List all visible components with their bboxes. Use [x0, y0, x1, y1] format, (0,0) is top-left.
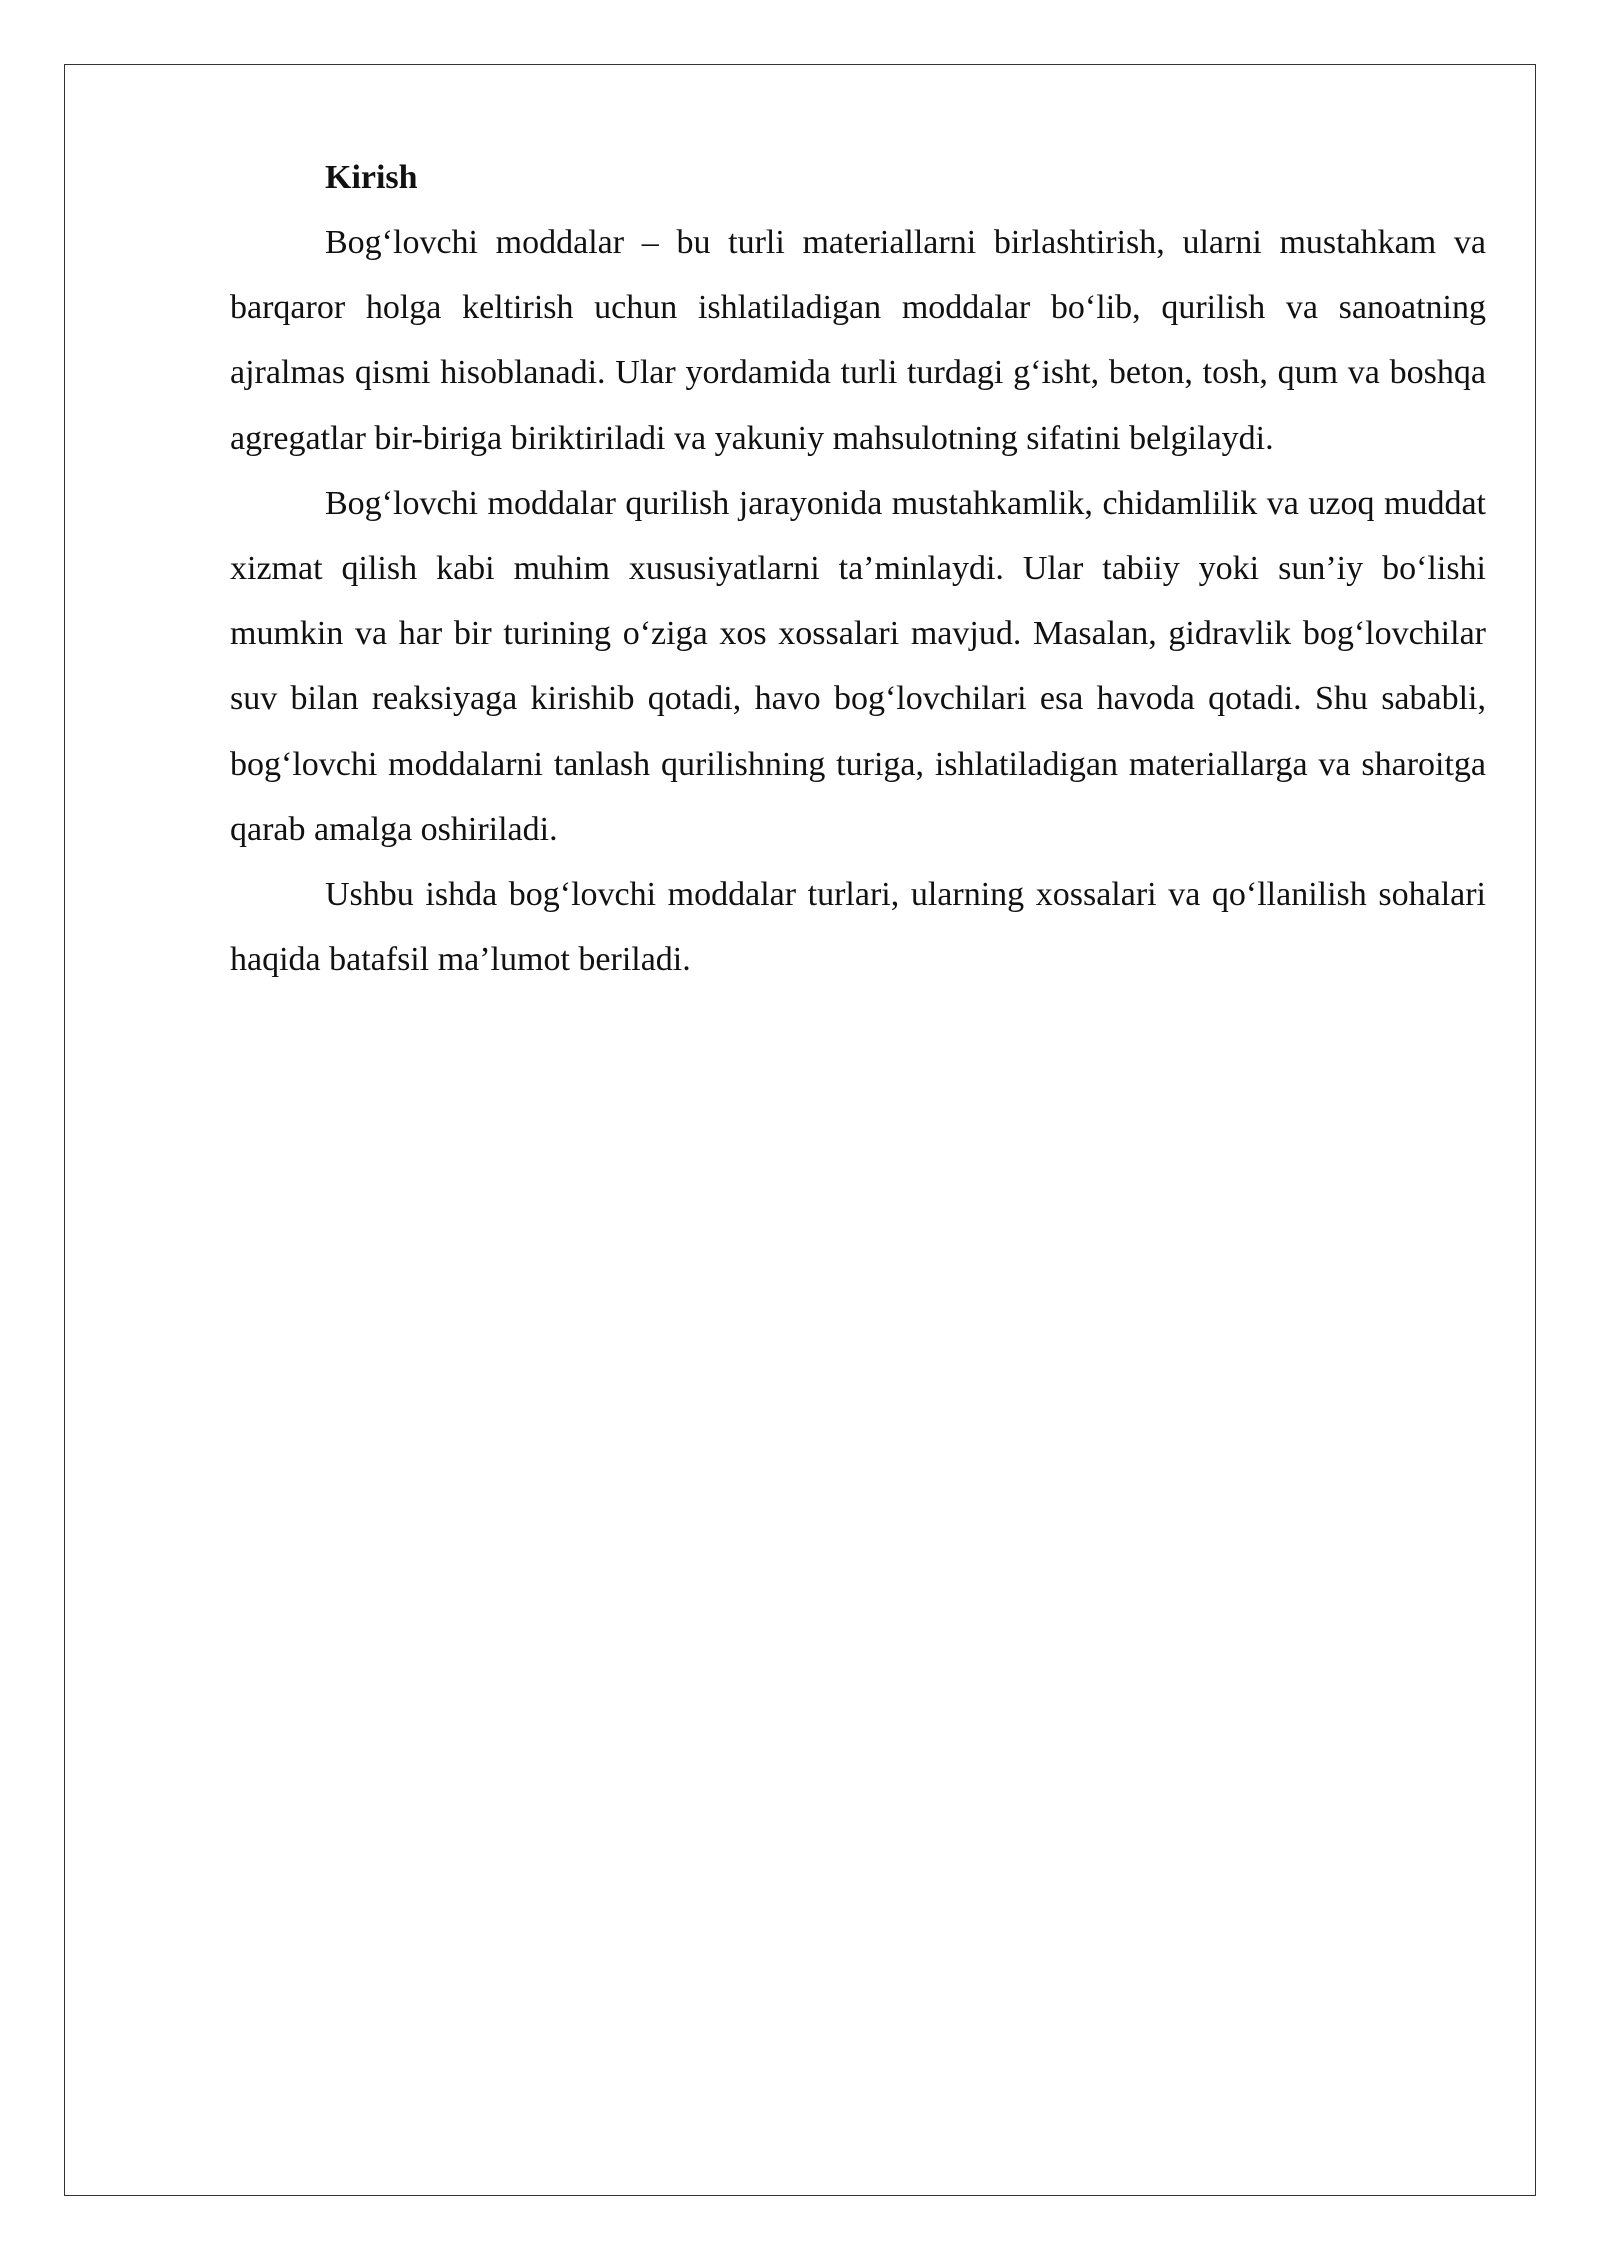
section-heading: Kirish	[325, 159, 418, 196]
paragraph-3: Ushbu ishda bog‘lovchi moddalar turlari, ularning xossalari va qo‘llanilish sohalari haqida batafsil ma’lumot beriladi.	[230, 876, 1486, 979]
paragraph-2: Bog‘lovchi moddalar qurilish jarayonida mustahkamlik, chidamlilik va uzoq muddat xizmat qilish kabi muhim xususiyatlarni ta’minlaydi. Ular tabiiy yoki sun’iy bo‘lishi mumkin va har bir turining o‘ziga xos xossalari mavjud. Masalan, gidravlik bog‘lovchilar suv bilan reaksiyaga kirishib qotadi, havo bog‘lovchilari esa havoda qotadi. Shu sababli, bog‘lovchi moddalarni tanlash qurilishning turiga, ishlatiladigan materiallarga va sharoitga qarab amalga oshiriladi.	[230, 484, 1486, 848]
document-body	[230, 145, 1486, 992]
paragraph-1: Bog‘lovchi moddalar – bu turli materiallarni birlashtirish, ularni mustahkam va barqaror holga keltirish uchun ishlatiladigan moddalar bo‘lib, qurilish va sanoatning ajralmas qismi hisoblanadi. Ular yordamida turli turdagi g‘isht, beton, tosh, qum va boshqa agregatlar bir-biriga biriktiriladi va yakuniy mahsulotning sifatini belgilaydi.	[230, 224, 1486, 457]
